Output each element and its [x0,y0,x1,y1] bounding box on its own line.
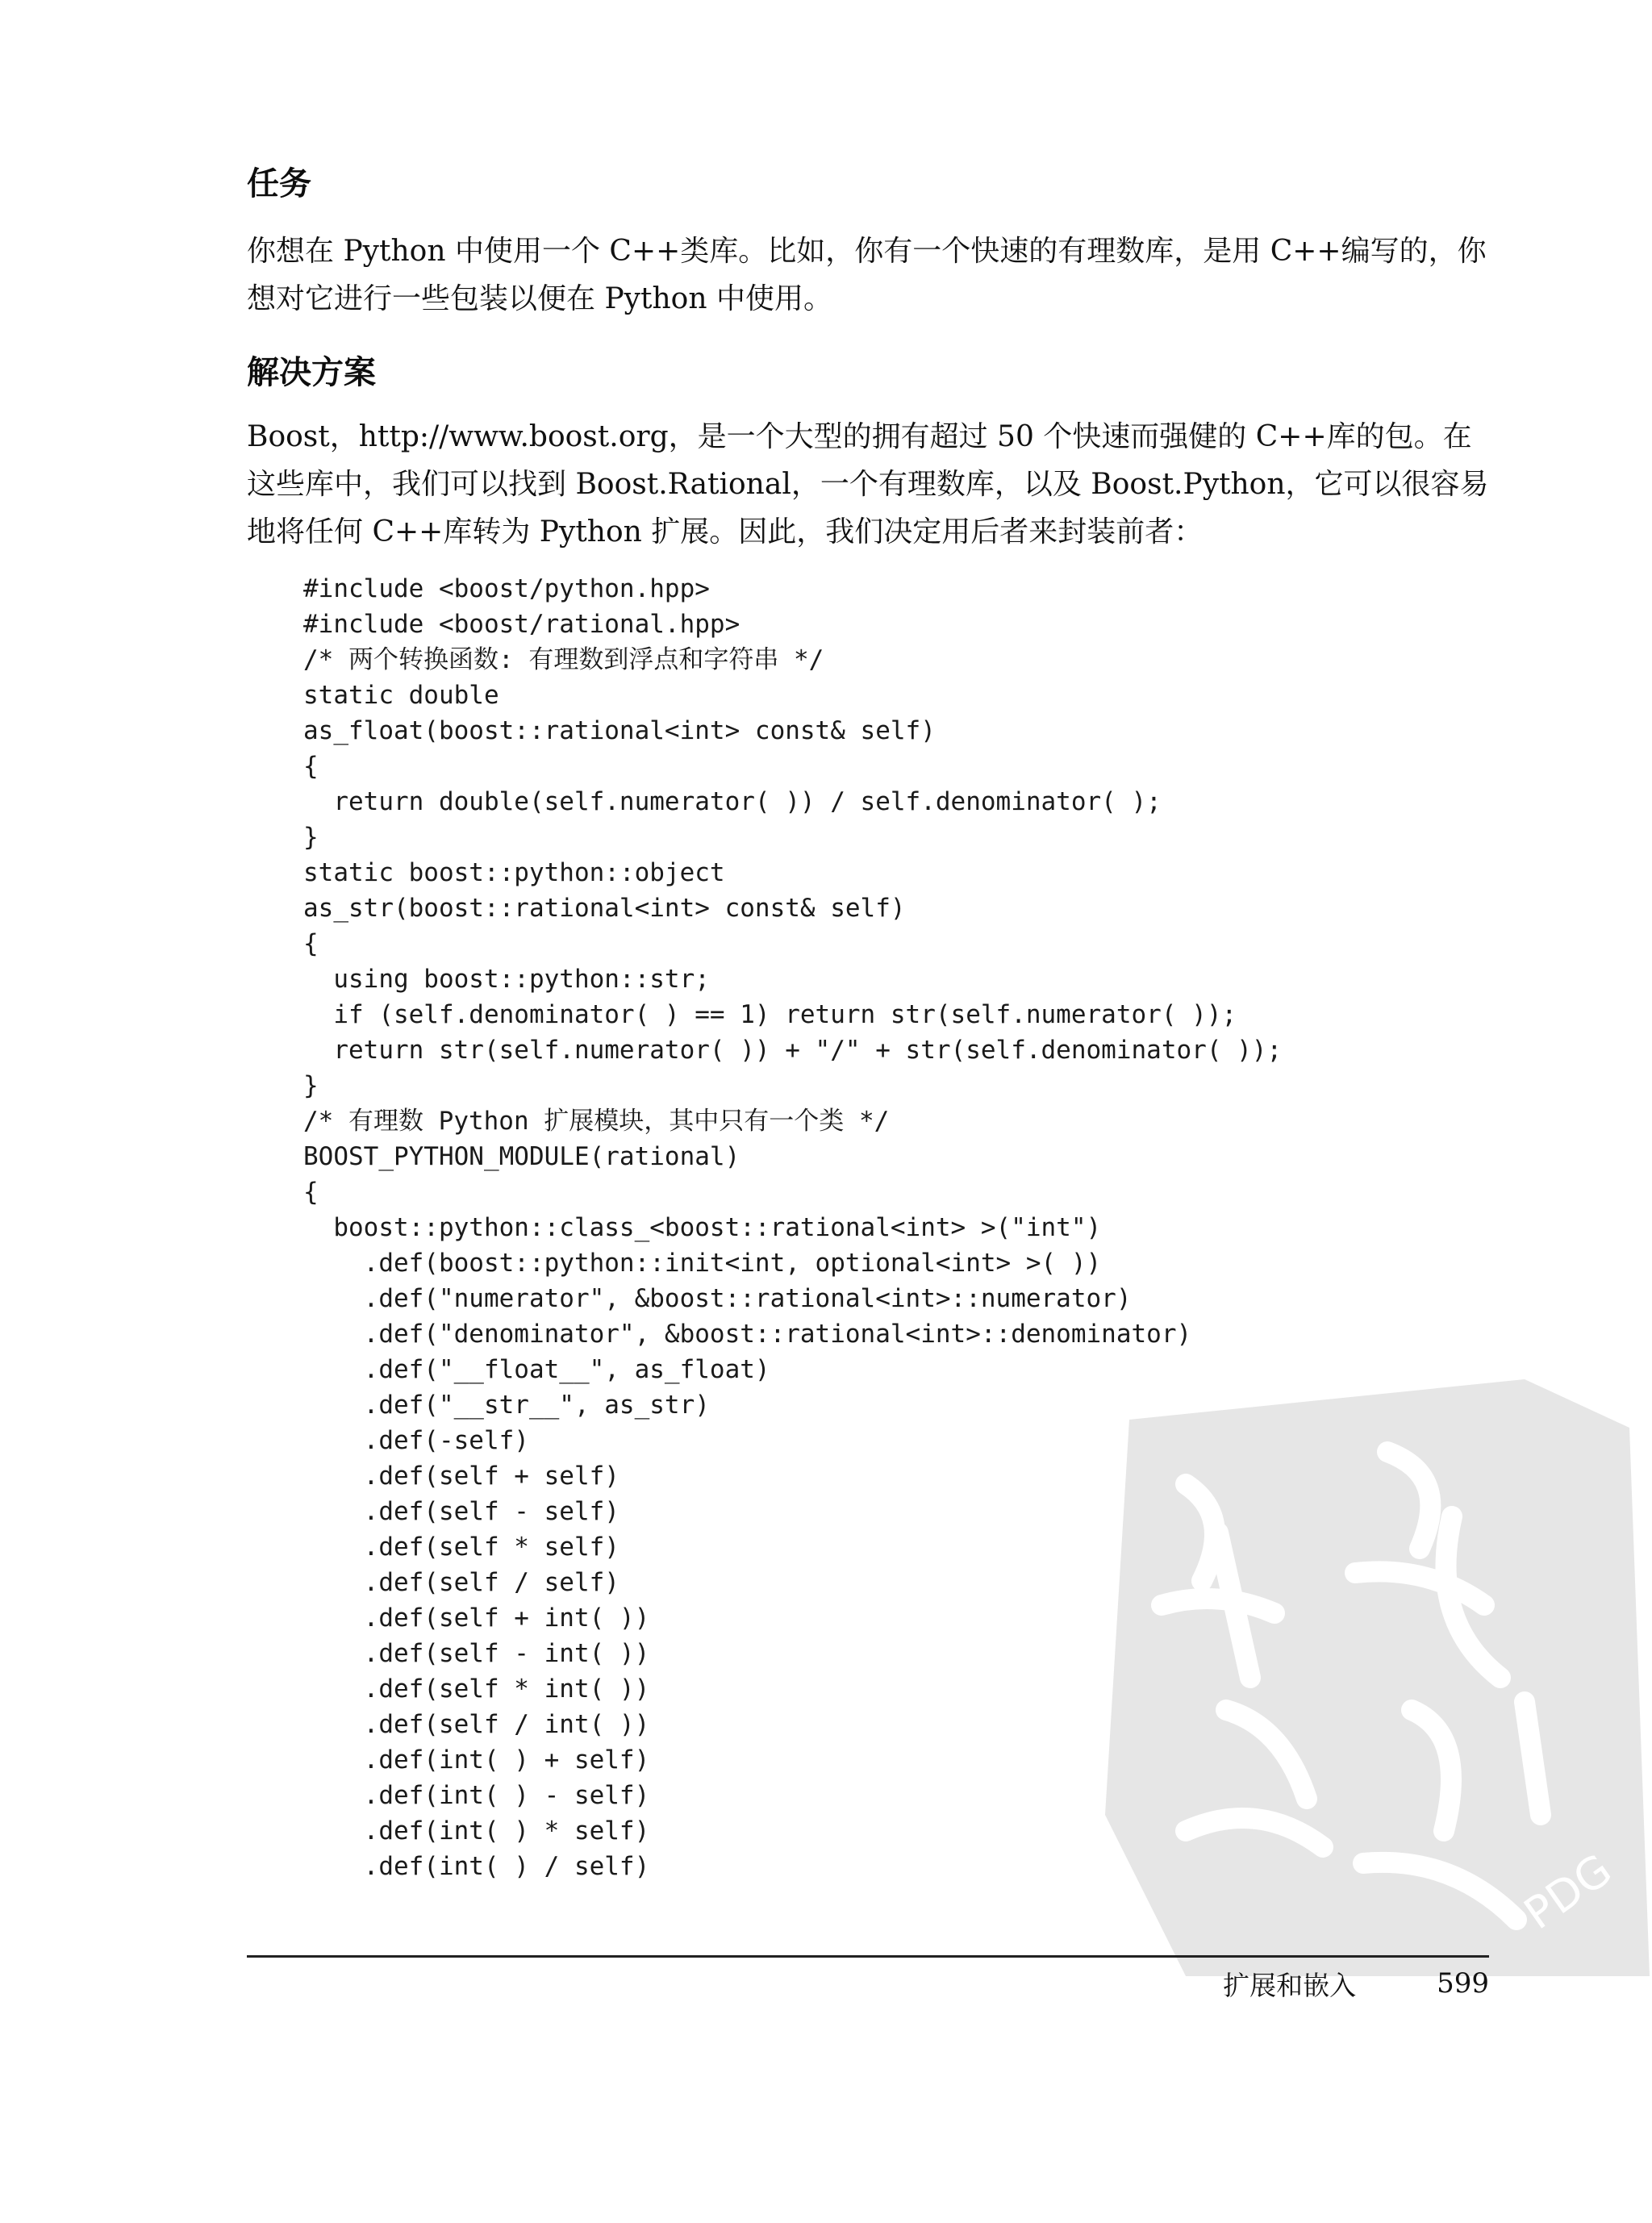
code-line: .def(self - self) [303,1497,620,1526]
code-line: } [303,823,319,852]
solution-heading: 解决方案 [247,354,376,391]
code-line: { [303,752,319,781]
code-line: as_str(boost::rational<int> const& self) [303,894,906,923]
code-line: as_float(boost::rational<int> const& self) [303,716,936,745]
code-line: boost::python::class_<boost::rational<int> >("int") [303,1213,1102,1242]
watermark-text: PDG [1515,1844,1621,1940]
code-line: .def(int( ) / self) [303,1852,650,1881]
code-line: BOOST_PYTHON_MODULE(rational) [303,1142,740,1171]
code-line: } [303,1071,319,1100]
code-line: .def(self - int( )) [303,1639,650,1668]
code-line: .def(self * int( )) [303,1675,650,1704]
code-line: .def("numerator", &boost::rational<int>::numerator) [303,1284,1132,1313]
page-number: 599 [1437,1967,1489,2000]
code-line: .def(int( ) - self) [303,1781,650,1810]
code-line: .def("denominator", &boost::rational<int>::denominator) [303,1320,1192,1349]
code-line: .def("__str__", as_str) [303,1391,710,1420]
code-line: #include <boost/python.hpp> [303,574,710,603]
code-line: /* 两个转换函数: 有理数到浮点和字符串 */ [303,645,824,674]
code-line: if (self.denominator( ) == 1) return str(self.numerator( )); [303,1000,1237,1029]
code-line: .def(self + self) [303,1462,620,1491]
code-line: #include <boost/rational.hpp> [303,610,740,639]
code-line: .def(self / int( )) [303,1710,650,1739]
code-line: return double(self.numerator( )) / self.denominator( ); [303,787,1162,816]
code-line: .def("__float__", as_float) [303,1355,770,1384]
code-line: .def(int( ) + self) [303,1745,650,1775]
code-line: static double [303,681,499,710]
watermark-seal-icon [1073,1363,1652,1984]
page-footer [1223,1963,1489,2004]
code-line: .def(self / self) [303,1568,620,1597]
code-line: return str(self.numerator( )) + "/" + str(self.denominator( )); [303,1036,1283,1065]
code-line: using boost::python::str; [303,965,710,994]
footer-rule [247,1955,1489,1958]
code-line: { [303,1178,319,1207]
code-line: .def(int( ) * self) [303,1816,650,1846]
footer-section-name: 扩展和嵌入 [1223,1969,1357,2001]
task-paragraph: 你想在 Python 中使用一个 C++类库。比如，你有一个快速的有理数库，是用 C++编写的，你想对它进行一些包装以便在 Python 中使用。 [247,235,1487,315]
solution-paragraph: Boost，http://www.boost.org，是一个大型的拥有超过 50 个快速而强健的 C++库的包。在这些库中，我们可以找到 Boost.Rational，一个有理数库，以及 Boost.Python，它可以很容易地将任何 C++库转为 Python 扩展。因此，我们决定用后者来封装前者： [247,420,1489,548]
code-line: .def(-self) [303,1426,529,1455]
code-line: /* 有理数 Python 扩展模块，其中只有一个类 */ [303,1107,890,1136]
code-line: static boost::python::object [303,858,725,887]
task-heading: 任务 [247,165,311,202]
code-line: { [303,929,319,958]
code-line: .def(self * self) [303,1533,620,1562]
code-line: .def(boost::python::init<int, optional<int> >( )) [303,1249,1102,1278]
code-line: .def(self + int( )) [303,1604,650,1633]
